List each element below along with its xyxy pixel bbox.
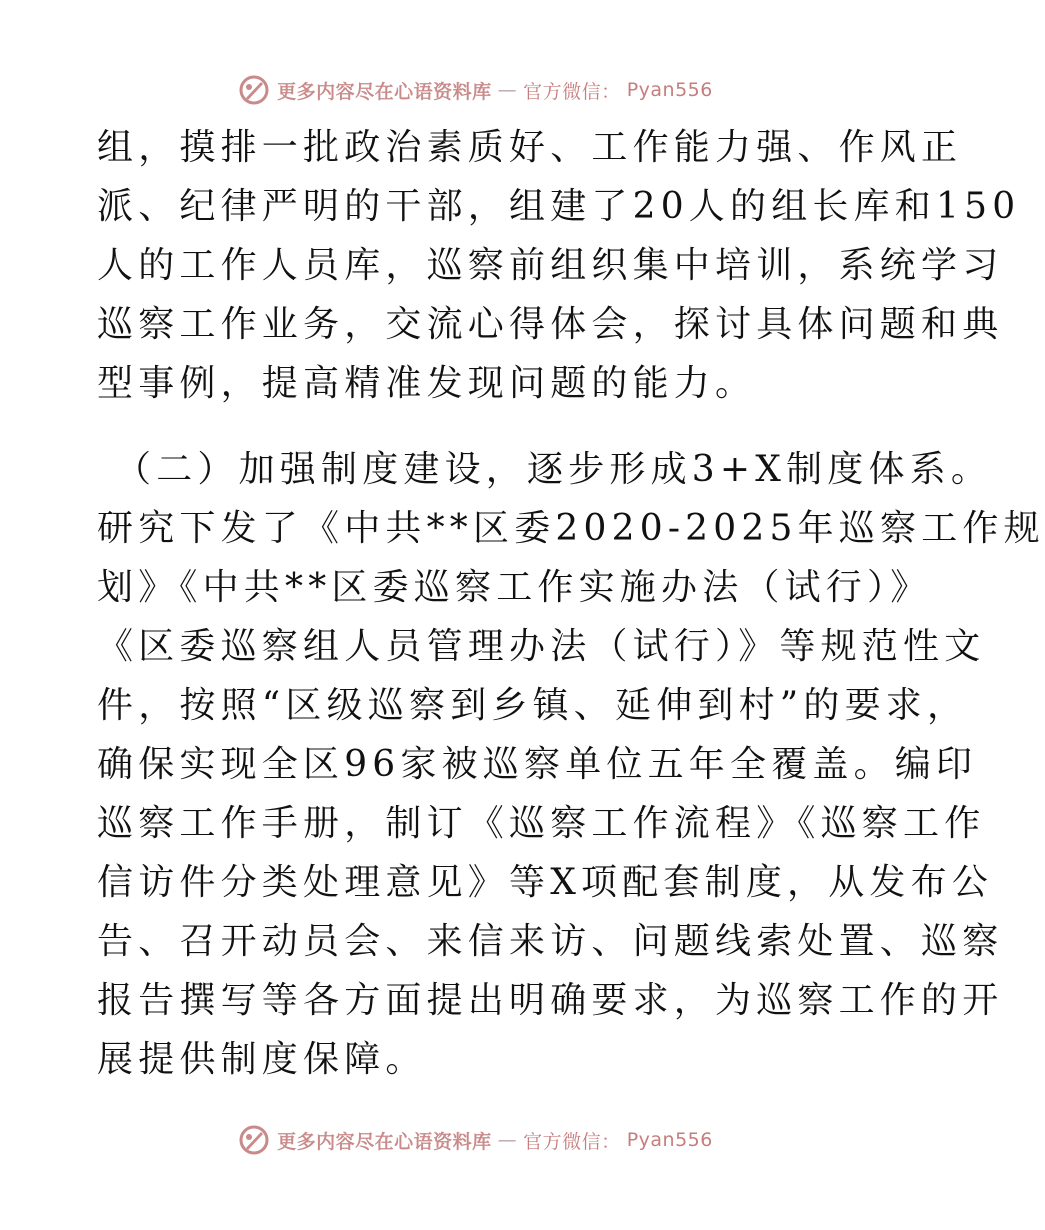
document-body [97, 118, 1045, 1089]
text-line: 展提供制度保障。 [97, 1039, 427, 1080]
watermark-brand: 更多内容尽在心语资料库 [277, 80, 492, 103]
text-line: 型事例，提高精准发现问题的能力。 [97, 363, 757, 404]
text-line: 告、召开动员会、来信来访、问题线索处置、巡察 [97, 921, 1004, 962]
watermark-contact-label: 官方微信： [523, 80, 621, 103]
watermark-separator: — [497, 1129, 518, 1151]
text-line: 巡察工作手册，制订《巡察工作流程》《巡察工作 [97, 803, 986, 844]
watermark-brand: 更多内容尽在心语资料库 [277, 1130, 492, 1153]
text-line: 派、纪律严明的干部，组建了20人的组长库和150 [97, 186, 1021, 227]
watermark-handle: Pyan556 [626, 1129, 713, 1151]
text-line: 件，按照“区级巡察到乡镇、延伸到村”的要求， [97, 685, 969, 726]
watermark-handle: Pyan556 [626, 79, 713, 101]
quill-seal-icon [237, 73, 271, 107]
text-line: 确保实现全区96家被巡察单位五年全覆盖。编印 [97, 744, 978, 785]
section-heading-line: （二）加强制度建设，逐步形成3+X制度体系。 [115, 449, 993, 490]
text-line: 信访件分类处理意见》等X项配套制度，从发布公 [97, 862, 994, 903]
watermark-contact-label: 官方微信： [523, 1130, 621, 1153]
text-line: 组，摸排一批政治素质好、工作能力强、作风正 [97, 127, 963, 168]
watermark-separator: — [497, 79, 518, 101]
text-line: 巡察工作业务，交流心得体会，探讨具体问题和典 [97, 304, 1004, 345]
text-line: 报告撰写等各方面提出明确要求，为巡察工作的开 [97, 980, 1004, 1021]
header-watermark [0, 70, 950, 110]
quill-seal-icon [237, 1123, 271, 1157]
paragraph-1 [97, 118, 1021, 413]
footer-watermark [0, 1120, 950, 1160]
paragraph-gap [97, 413, 857, 440]
text-line: 研究下发了《中共**区委2020-2025年巡察工作规 [97, 508, 1045, 549]
text-line: 划》《中共**区委巡察工作实施办法（试行）》 [97, 567, 932, 608]
paragraph-2 [97, 440, 1045, 1089]
text-line: 人的工作人员库，巡察前组织集中培训，系统学习 [97, 245, 1004, 286]
text-line: 《区委巡察组人员管理办法（试行）》等规范性文 [97, 626, 986, 667]
